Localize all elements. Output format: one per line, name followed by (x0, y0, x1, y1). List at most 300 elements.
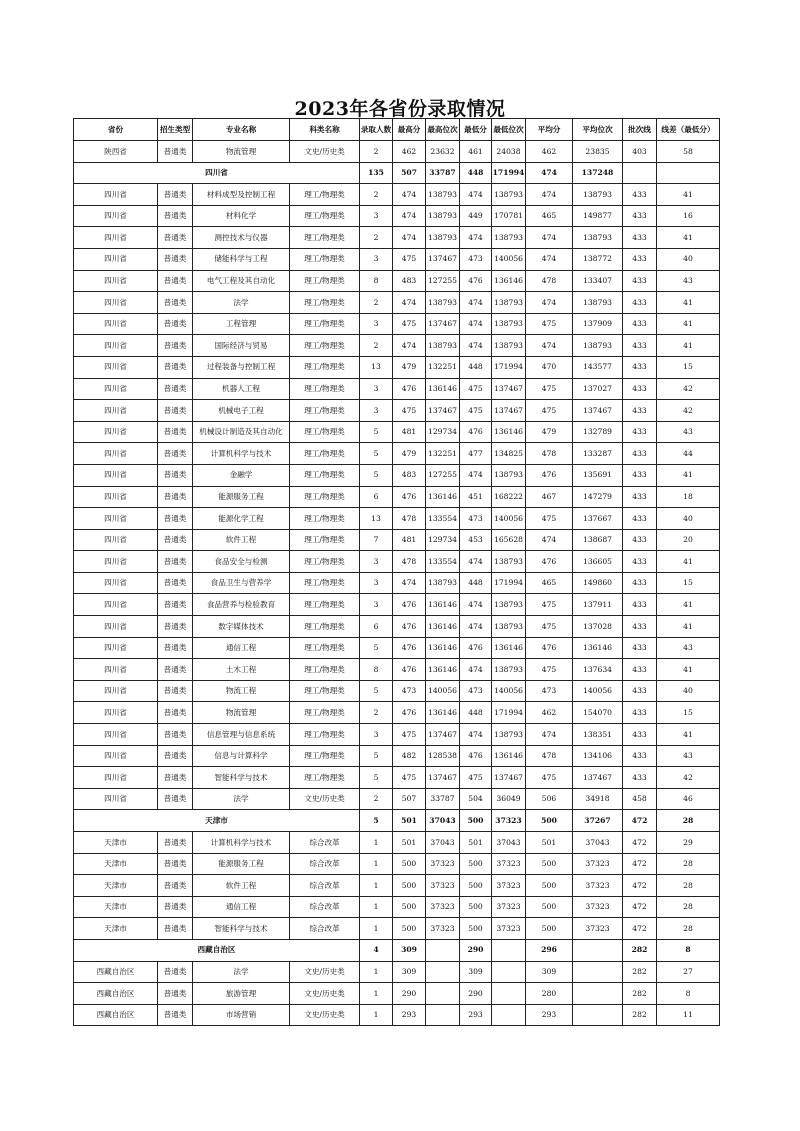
table-cell: 140056 (573, 680, 623, 702)
table-cell: 四川省 (74, 508, 158, 530)
table-cell: 136146 (426, 378, 460, 400)
table-row (74, 205, 720, 227)
table-cell: 7 (360, 529, 393, 551)
table-row (74, 400, 720, 422)
column-header: 平均分 (526, 119, 573, 141)
table-cell: 473 (526, 680, 573, 702)
table-cell: 文史/历史类 (290, 961, 360, 983)
table-cell: 133407 (573, 270, 623, 292)
table-cell (426, 1004, 460, 1026)
table-cell: 143577 (573, 356, 623, 378)
table-cell: 四川省 (74, 702, 158, 724)
table-cell: 478 (393, 508, 426, 530)
table-cell: 133287 (573, 443, 623, 465)
table-cell: 138793 (492, 335, 526, 357)
table-cell: 478 (526, 745, 573, 767)
summary-cell (492, 939, 526, 961)
table-cell: 136146 (426, 637, 460, 659)
table-cell: 软件工程 (193, 875, 290, 897)
table-cell: 普通类 (158, 918, 193, 940)
table-cell: 309 (393, 961, 426, 983)
table-row (74, 659, 720, 681)
table-cell: 理工/物理类 (290, 767, 360, 789)
table-cell: 四川省 (74, 227, 158, 249)
table-cell (426, 983, 460, 1005)
table-cell: 474 (460, 659, 492, 681)
table-row (74, 875, 720, 897)
table-cell: 138793 (426, 227, 460, 249)
table-cell: 140056 (492, 248, 526, 270)
table-cell: 147279 (573, 486, 623, 508)
table-cell: 8 (360, 659, 393, 681)
table-cell: 465 (526, 205, 573, 227)
table-cell: 3 (360, 594, 393, 616)
table-cell: 18 (657, 486, 720, 508)
table-cell: 41 (657, 551, 720, 573)
table-cell: 理工/物理类 (290, 659, 360, 681)
table-cell: 136605 (573, 551, 623, 573)
table-cell: 433 (623, 745, 657, 767)
table-cell: 149860 (573, 572, 623, 594)
summary-cell: 37323 (492, 810, 526, 832)
table-cell: 食品营养与检验教育 (193, 594, 290, 616)
table-cell: 37043 (492, 832, 526, 854)
table-cell: 41 (657, 313, 720, 335)
table-cell: 140056 (492, 680, 526, 702)
table-cell: 材料成型及控制工程 (193, 184, 290, 206)
table-cell: 476 (393, 637, 426, 659)
table-cell: 473 (460, 680, 492, 702)
table-cell: 483 (393, 270, 426, 292)
table-cell: 138793 (492, 184, 526, 206)
table-cell: 理工/物理类 (290, 616, 360, 638)
table-cell: 四川省 (74, 659, 158, 681)
table-cell: 2 (360, 292, 393, 314)
table-cell: 474 (460, 594, 492, 616)
column-header: 线差（最低分） (657, 119, 720, 141)
column-header: 最低位次 (492, 119, 526, 141)
table-cell: 储能科学与工程 (193, 248, 290, 270)
table-cell: 13 (360, 356, 393, 378)
table-cell: 6 (360, 486, 393, 508)
table-row (74, 918, 720, 940)
table-cell: 3 (360, 572, 393, 594)
table-row (74, 983, 720, 1005)
table-cell: 500 (460, 853, 492, 875)
table-cell: 476 (393, 378, 426, 400)
table-cell: 1 (360, 918, 393, 940)
table-cell: 140056 (492, 508, 526, 530)
table-cell: 476 (393, 616, 426, 638)
table-cell: 474 (460, 335, 492, 357)
table-cell: 127255 (426, 464, 460, 486)
province-name: 四川省 (74, 162, 360, 184)
table-cell: 500 (393, 875, 426, 897)
table-cell: 138793 (573, 227, 623, 249)
table-cell: 普通类 (158, 637, 193, 659)
table-cell: 普通类 (158, 702, 193, 724)
summary-cell: 33787 (426, 162, 460, 184)
table-cell: 170781 (492, 205, 526, 227)
table-row (74, 767, 720, 789)
table-cell: 433 (623, 227, 657, 249)
column-header: 最低分 (460, 119, 492, 141)
table-cell: 四川省 (74, 184, 158, 206)
summary-cell: 290 (460, 939, 492, 961)
table-cell: 448 (460, 702, 492, 724)
table-cell: 法学 (193, 961, 290, 983)
table-cell: 理工/物理类 (290, 335, 360, 357)
table-cell: 475 (393, 400, 426, 422)
table-cell: 天津市 (74, 832, 158, 854)
table-cell: 433 (623, 767, 657, 789)
column-header: 专业名称 (193, 119, 290, 141)
table-cell: 433 (623, 400, 657, 422)
table-cell: 37043 (573, 832, 623, 854)
summary-cell (573, 939, 623, 961)
table-cell: 43 (657, 270, 720, 292)
table-cell: 433 (623, 486, 657, 508)
summary-cell: 171994 (492, 162, 526, 184)
table-cell: 通信工程 (193, 896, 290, 918)
table-cell: 普通类 (158, 529, 193, 551)
summary-cell: 507 (393, 162, 426, 184)
table-cell: 476 (526, 637, 573, 659)
table-cell: 理工/物理类 (290, 248, 360, 270)
table-cell: 467 (526, 486, 573, 508)
table-cell: 137467 (426, 313, 460, 335)
table-cell: 137909 (573, 313, 623, 335)
table-cell: 普通类 (158, 248, 193, 270)
table-cell: 四川省 (74, 270, 158, 292)
table-cell: 479 (526, 421, 573, 443)
table-cell: 133554 (426, 551, 460, 573)
table-cell: 综合改革 (290, 918, 360, 940)
table-cell: 500 (526, 918, 573, 940)
table-cell: 474 (460, 227, 492, 249)
table-cell: 6 (360, 616, 393, 638)
table-cell: 5 (360, 767, 393, 789)
table-row (74, 486, 720, 508)
table-cell: 474 (460, 313, 492, 335)
table-cell: 四川省 (74, 551, 158, 573)
table-row (74, 572, 720, 594)
table-cell: 1 (360, 961, 393, 983)
table-cell: 37043 (426, 832, 460, 854)
table-cell: 四川省 (74, 788, 158, 810)
summary-cell (623, 162, 657, 184)
table-cell: 290 (393, 983, 426, 1005)
table-cell: 475 (393, 248, 426, 270)
table-cell: 四川省 (74, 637, 158, 659)
table-cell: 37323 (426, 896, 460, 918)
table-cell: 154070 (573, 702, 623, 724)
page-title: 2023年各省份录取情况 (294, 98, 506, 120)
table-cell: 481 (393, 421, 426, 443)
table-cell: 134106 (573, 745, 623, 767)
table-cell: 137027 (573, 378, 623, 400)
table-cell: 136146 (426, 486, 460, 508)
table-cell: 综合改革 (290, 832, 360, 854)
table-cell: 137467 (492, 378, 526, 400)
table-cell: 机械电子工程 (193, 400, 290, 422)
table-cell: 132251 (426, 356, 460, 378)
table-cell: 理工/物理类 (290, 227, 360, 249)
table-cell: 129734 (426, 529, 460, 551)
column-header: 最高分 (393, 119, 426, 141)
table-cell: 34918 (573, 788, 623, 810)
table-cell: 29 (657, 832, 720, 854)
table-cell: 5 (360, 637, 393, 659)
table-cell: 504 (460, 788, 492, 810)
table-cell: 四川省 (74, 443, 158, 465)
table-cell: 13 (360, 508, 393, 530)
table-cell: 2 (360, 335, 393, 357)
table-cell: 171994 (492, 572, 526, 594)
table-cell: 136146 (426, 702, 460, 724)
table-cell: 5 (360, 421, 393, 443)
table-cell: 37323 (492, 875, 526, 897)
table-cell: 133554 (426, 508, 460, 530)
table-cell: 四川省 (74, 356, 158, 378)
table-cell: 138793 (426, 335, 460, 357)
table-cell: 475 (526, 508, 573, 530)
table-cell: 能源服务工程 (193, 853, 290, 875)
table-cell: 500 (460, 896, 492, 918)
table-row (74, 788, 720, 810)
table-cell: 134825 (492, 443, 526, 465)
table-cell: 37323 (573, 875, 623, 897)
table-cell: 四川省 (74, 335, 158, 357)
table-cell: 138793 (492, 594, 526, 616)
table-cell: 462 (393, 141, 426, 163)
table-cell: 448 (460, 356, 492, 378)
table-cell: 旅游管理 (193, 983, 290, 1005)
summary-cell: 500 (526, 810, 573, 832)
table-row (74, 529, 720, 551)
table-cell: 127255 (426, 270, 460, 292)
table-row (74, 356, 720, 378)
table-cell: 通信工程 (193, 637, 290, 659)
table-cell: 能源服务工程 (193, 486, 290, 508)
table-cell: 1 (360, 853, 393, 875)
table-cell: 474 (526, 184, 573, 206)
table-cell: 理工/物理类 (290, 745, 360, 767)
table-cell: 15 (657, 702, 720, 724)
table-cell: 140056 (426, 680, 460, 702)
table-row (74, 335, 720, 357)
table-cell: 理工/物理类 (290, 205, 360, 227)
table-cell: 普通类 (158, 853, 193, 875)
table-cell: 普通类 (158, 1004, 193, 1026)
table-cell: 474 (393, 292, 426, 314)
table-cell: 普通类 (158, 572, 193, 594)
table-cell: 448 (460, 572, 492, 594)
table-cell: 138687 (573, 529, 623, 551)
table-cell: 1 (360, 832, 393, 854)
table-cell: 23632 (426, 141, 460, 163)
table-cell: 2 (360, 184, 393, 206)
table-cell: 132251 (426, 443, 460, 465)
table-body (74, 141, 720, 1026)
table-cell: 433 (623, 616, 657, 638)
table-cell: 474 (526, 292, 573, 314)
table-cell: 293 (526, 1004, 573, 1026)
table-cell: 473 (393, 680, 426, 702)
table-cell: 文史/历史类 (290, 141, 360, 163)
table-cell: 电气工程及其自动化 (193, 270, 290, 292)
table-cell: 433 (623, 702, 657, 724)
table-cell: 476 (460, 745, 492, 767)
table-cell: 309 (460, 961, 492, 983)
table-cell: 16 (657, 205, 720, 227)
table-cell: 433 (623, 356, 657, 378)
table-cell: 479 (393, 356, 426, 378)
table-cell: 3 (360, 400, 393, 422)
province-name: 西藏自治区 (74, 939, 360, 961)
table-cell: 37323 (573, 896, 623, 918)
table-cell: 43 (657, 421, 720, 443)
table-cell: 普通类 (158, 443, 193, 465)
table-cell: 473 (460, 508, 492, 530)
table-cell: 41 (657, 184, 720, 206)
table-cell: 金融学 (193, 464, 290, 486)
table-cell: 475 (526, 594, 573, 616)
table-cell: 138793 (492, 616, 526, 638)
table-cell: 462 (526, 702, 573, 724)
admission-table (73, 118, 720, 1026)
table-cell: 理工/物理类 (290, 292, 360, 314)
table-cell: 41 (657, 616, 720, 638)
table-cell: 普通类 (158, 184, 193, 206)
table-cell: 138793 (492, 227, 526, 249)
table-cell: 天津市 (74, 918, 158, 940)
table-cell: 482 (393, 745, 426, 767)
table-cell: 433 (623, 248, 657, 270)
table-cell: 474 (526, 248, 573, 270)
table-cell: 普通类 (158, 141, 193, 163)
table-cell: 474 (460, 551, 492, 573)
table-cell: 293 (393, 1004, 426, 1026)
table-cell: 58 (657, 141, 720, 163)
table-cell: 能源化学工程 (193, 508, 290, 530)
table-cell: 理工/物理类 (290, 680, 360, 702)
table-cell: 理工/物理类 (290, 594, 360, 616)
table-cell: 四川省 (74, 313, 158, 335)
table-cell: 8 (360, 270, 393, 292)
table-row (74, 896, 720, 918)
table-cell: 法学 (193, 788, 290, 810)
table-cell: 137911 (573, 594, 623, 616)
table-cell: 普通类 (158, 724, 193, 746)
table-cell: 普通类 (158, 227, 193, 249)
table-cell: 474 (460, 616, 492, 638)
table-cell: 陕西省 (74, 141, 158, 163)
table-cell: 128538 (426, 745, 460, 767)
column-header: 平均位次 (573, 119, 623, 141)
table-row (74, 421, 720, 443)
table-cell: 普通类 (158, 767, 193, 789)
table-cell: 四川省 (74, 724, 158, 746)
table-cell: 普通类 (158, 745, 193, 767)
table-cell: 食品安全与检测 (193, 551, 290, 573)
summary-cell: 37043 (426, 810, 460, 832)
table-cell: 136146 (426, 616, 460, 638)
summary-cell: 37267 (573, 810, 623, 832)
table-cell: 文史/历史类 (290, 983, 360, 1005)
table-cell: 3 (360, 248, 393, 270)
table-cell: 474 (526, 227, 573, 249)
table-cell: 136146 (426, 659, 460, 681)
table-cell: 理工/物理类 (290, 508, 360, 530)
table-cell: 37323 (492, 896, 526, 918)
table-row (74, 1004, 720, 1026)
summary-cell: 296 (526, 939, 573, 961)
table-cell: 138793 (573, 184, 623, 206)
table-cell: 普通类 (158, 616, 193, 638)
table-cell: 37323 (426, 918, 460, 940)
table-cell: 433 (623, 464, 657, 486)
table-cell: 37323 (426, 853, 460, 875)
table-cell: 500 (393, 918, 426, 940)
table-cell: 天津市 (74, 896, 158, 918)
table-cell: 135691 (573, 464, 623, 486)
table-cell: 普通类 (158, 875, 193, 897)
table-cell: 信息管理与信息系统 (193, 724, 290, 746)
table-cell: 软件工程 (193, 529, 290, 551)
table-cell: 470 (526, 356, 573, 378)
table-cell: 472 (623, 896, 657, 918)
table-cell: 15 (657, 356, 720, 378)
table-cell: 136146 (492, 270, 526, 292)
table-cell: 普通类 (158, 896, 193, 918)
table-row (74, 702, 720, 724)
table-cell: 物流工程 (193, 680, 290, 702)
table-cell: 465 (526, 572, 573, 594)
table-cell: 普通类 (158, 551, 193, 573)
table-cell: 33787 (426, 788, 460, 810)
table-cell: 5 (360, 464, 393, 486)
table-cell: 138793 (492, 724, 526, 746)
table-cell: 23835 (573, 141, 623, 163)
table-cell: 483 (393, 464, 426, 486)
table-row (74, 508, 720, 530)
table-cell: 测控技术与仪器 (193, 227, 290, 249)
table-cell: 280 (526, 983, 573, 1005)
table-cell: 475 (393, 767, 426, 789)
table-cell: 37323 (492, 853, 526, 875)
table-row (74, 680, 720, 702)
table-row (74, 270, 720, 292)
table-row (74, 832, 720, 854)
table-row (74, 616, 720, 638)
table-cell: 天津市 (74, 875, 158, 897)
table-cell: 433 (623, 184, 657, 206)
table-row (74, 637, 720, 659)
table-cell: 476 (393, 659, 426, 681)
table-cell: 476 (393, 486, 426, 508)
table-cell: 四川省 (74, 594, 158, 616)
table-cell: 472 (623, 918, 657, 940)
summary-cell: 8 (657, 939, 720, 961)
table-cell: 43 (657, 637, 720, 659)
table-cell: 2 (360, 702, 393, 724)
table-cell: 1 (360, 896, 393, 918)
table-cell: 476 (526, 551, 573, 573)
summary-cell (426, 939, 460, 961)
table-cell: 理工/物理类 (290, 400, 360, 422)
table-row (74, 292, 720, 314)
